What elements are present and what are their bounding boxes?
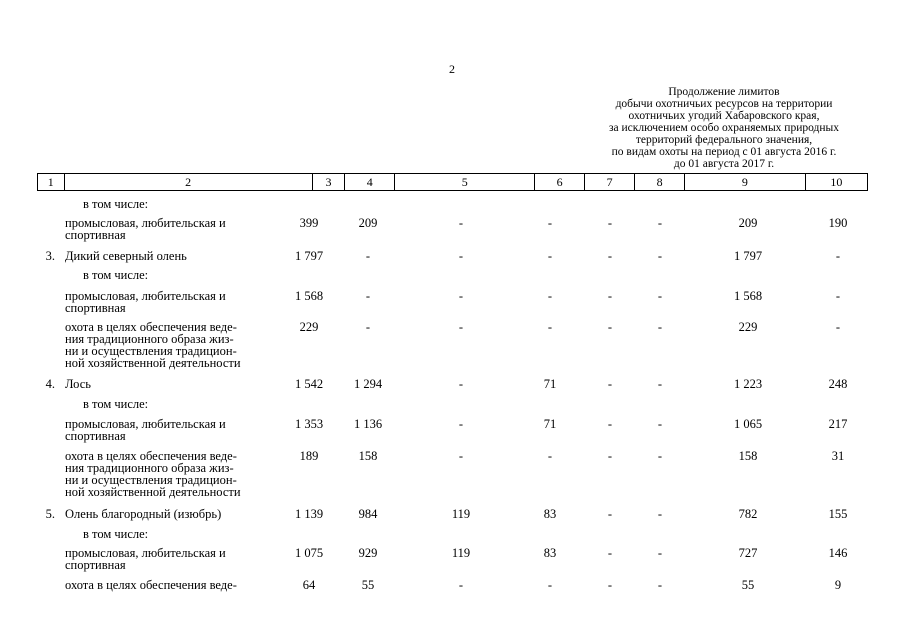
row-value: 1 542 xyxy=(294,377,324,391)
column-number-cell: 9 xyxy=(685,174,805,191)
row-number: 5. xyxy=(45,507,55,521)
row-value: - xyxy=(835,289,841,303)
heading-line: до 01 августа 2017 г. xyxy=(673,158,775,170)
row-name-line: Олень благородный (изюбрь) xyxy=(65,507,222,521)
row-value: 209 xyxy=(358,216,378,230)
row-name-line: ни и осуществления традицион- xyxy=(65,473,237,487)
row-name xyxy=(83,198,331,210)
row-value: - xyxy=(607,578,613,592)
column-number-cell: 2 xyxy=(64,174,312,191)
row-name-line: Лось xyxy=(65,377,91,391)
heading-line: добычи охотничьих ресурсов на территории xyxy=(615,98,833,110)
row-value: - xyxy=(607,507,613,521)
row-value: 399 xyxy=(299,216,319,230)
row-value: - xyxy=(657,216,663,230)
row-value: 190 xyxy=(828,216,848,230)
table-heading xyxy=(590,86,858,170)
row-number: 4. xyxy=(45,377,55,391)
row-value: - xyxy=(458,249,464,263)
row-value: 1 568 xyxy=(294,289,324,303)
row-value: 9 xyxy=(834,578,842,592)
row-value: 189 xyxy=(299,449,319,463)
row-value: 1 075 xyxy=(294,546,324,560)
row-name-line: ной хозяйственной деятельности xyxy=(65,485,241,499)
row-name-line: спортивная xyxy=(65,228,126,242)
row-value: 1 294 xyxy=(353,377,383,391)
row-value: - xyxy=(547,249,553,263)
row-name-line: ной хозяйственной деятельности xyxy=(65,356,241,370)
row-value: - xyxy=(657,507,663,521)
row-value: - xyxy=(657,377,663,391)
heading-line: территорий федерального значения, xyxy=(635,134,813,146)
row-name xyxy=(65,217,313,241)
row-value: 1 797 xyxy=(294,249,324,263)
row-value: - xyxy=(458,417,464,431)
row-value: 209 xyxy=(738,216,758,230)
column-number-cell: 8 xyxy=(635,174,685,191)
row-name-line: ния традиционного образа жиз- xyxy=(65,461,234,475)
row-value: 83 xyxy=(543,507,557,521)
row-value: - xyxy=(458,320,464,334)
row-name xyxy=(65,418,313,442)
row-value: - xyxy=(458,377,464,391)
row-name-line: промысловая, любительская и xyxy=(65,546,226,560)
row-value: 146 xyxy=(828,546,848,560)
row-name-line: спортивная xyxy=(65,429,126,443)
heading-line: по видам охоты на период с 01 августа 2016 г. xyxy=(611,146,837,158)
column-number-cell: 3 xyxy=(312,174,345,191)
row-name xyxy=(83,269,331,281)
row-name xyxy=(65,508,313,520)
row-value: 55 xyxy=(361,578,375,592)
row-value: 1 139 xyxy=(294,507,324,521)
row-value: 929 xyxy=(358,546,378,560)
row-name-line: охота в целях обеспечения веде- xyxy=(65,449,237,463)
row-name xyxy=(83,528,331,540)
row-value: 229 xyxy=(299,320,319,334)
row-value: 83 xyxy=(543,546,557,560)
row-value: - xyxy=(607,289,613,303)
row-name xyxy=(65,579,313,591)
column-number-cell: 1 xyxy=(38,174,65,191)
row-value: - xyxy=(657,546,663,560)
row-value: - xyxy=(657,289,663,303)
row-value: - xyxy=(607,449,613,463)
row-value: - xyxy=(657,578,663,592)
row-value: - xyxy=(458,449,464,463)
row-value: - xyxy=(657,249,663,263)
row-value: - xyxy=(547,449,553,463)
row-name-line: в том числе: xyxy=(83,397,149,411)
heading-line: охотничьих угодий Хабаровского края, xyxy=(628,110,820,122)
row-value: 71 xyxy=(543,377,557,391)
row-name-line: спортивная xyxy=(65,301,126,315)
row-value: - xyxy=(607,377,613,391)
row-value: 64 xyxy=(302,578,316,592)
row-value: 229 xyxy=(738,320,758,334)
row-value: - xyxy=(657,449,663,463)
row-value: - xyxy=(657,320,663,334)
row-value: 782 xyxy=(738,507,758,521)
row-value: - xyxy=(365,320,371,334)
row-number: 3. xyxy=(45,249,55,263)
row-name xyxy=(65,450,313,498)
page-number: 2 xyxy=(449,62,455,76)
row-value: 71 xyxy=(543,417,557,431)
row-value: - xyxy=(365,249,371,263)
row-name-line: охота в целях обеспечения веде- xyxy=(65,320,237,334)
row-value: - xyxy=(607,320,613,334)
row-value: 55 xyxy=(741,578,755,592)
row-value: - xyxy=(607,249,613,263)
column-number-cell: 6 xyxy=(535,174,585,191)
column-number-header xyxy=(37,173,868,191)
row-name-line: ния традиционного образа жиз- xyxy=(65,332,234,346)
row-name-line: Дикий северный олень xyxy=(65,249,187,263)
row-name-line: ни и осуществления традицион- xyxy=(65,344,237,358)
row-value: - xyxy=(547,578,553,592)
row-value: - xyxy=(835,249,841,263)
heading-line: Продолжение лимитов xyxy=(668,86,780,98)
row-value: - xyxy=(607,216,613,230)
row-value: - xyxy=(458,289,464,303)
row-value: 119 xyxy=(451,507,471,521)
row-name xyxy=(65,250,313,262)
column-number-cell: 10 xyxy=(805,174,867,191)
row-value: 1 136 xyxy=(353,417,383,431)
row-value: - xyxy=(547,216,553,230)
row-value: 217 xyxy=(828,417,848,431)
row-name xyxy=(83,398,331,410)
row-value: - xyxy=(547,320,553,334)
row-value: 1 223 xyxy=(733,377,763,391)
row-value: - xyxy=(607,417,613,431)
row-value: 155 xyxy=(828,507,848,521)
row-name-line: промысловая, любительская и xyxy=(65,289,226,303)
row-value: 158 xyxy=(738,449,758,463)
row-name xyxy=(65,290,313,314)
row-name-line: спортивная xyxy=(65,558,126,572)
row-value: 984 xyxy=(358,507,378,521)
column-number-cell: 4 xyxy=(345,174,395,191)
row-name-line: в том числе: xyxy=(83,268,149,282)
row-value: 1 797 xyxy=(733,249,763,263)
row-value: 31 xyxy=(831,449,845,463)
row-name-line: промысловая, любительская и xyxy=(65,417,226,431)
row-value: - xyxy=(547,289,553,303)
row-value: - xyxy=(458,216,464,230)
row-name-line: охота в целях обеспечения веде- xyxy=(65,578,237,592)
heading-line: за исключением особо охраняемых природных xyxy=(608,122,840,134)
row-value: 119 xyxy=(451,546,471,560)
row-name-line: в том числе: xyxy=(83,197,149,211)
row-value: - xyxy=(365,289,371,303)
row-value: 158 xyxy=(358,449,378,463)
row-value: 248 xyxy=(828,377,848,391)
column-number-cell: 7 xyxy=(585,174,635,191)
row-name xyxy=(65,378,313,390)
row-value: 1 353 xyxy=(294,417,324,431)
row-value: 1 568 xyxy=(733,289,763,303)
row-value: - xyxy=(607,546,613,560)
row-value: - xyxy=(835,320,841,334)
row-value: 1 065 xyxy=(733,417,763,431)
row-value: 727 xyxy=(738,546,758,560)
row-name-line: промысловая, любительская и xyxy=(65,216,226,230)
row-name-line: в том числе: xyxy=(83,527,149,541)
row-name xyxy=(65,321,313,369)
row-name xyxy=(65,547,313,571)
column-number-cell: 5 xyxy=(395,174,535,191)
row-value: - xyxy=(657,417,663,431)
row-value: - xyxy=(458,578,464,592)
